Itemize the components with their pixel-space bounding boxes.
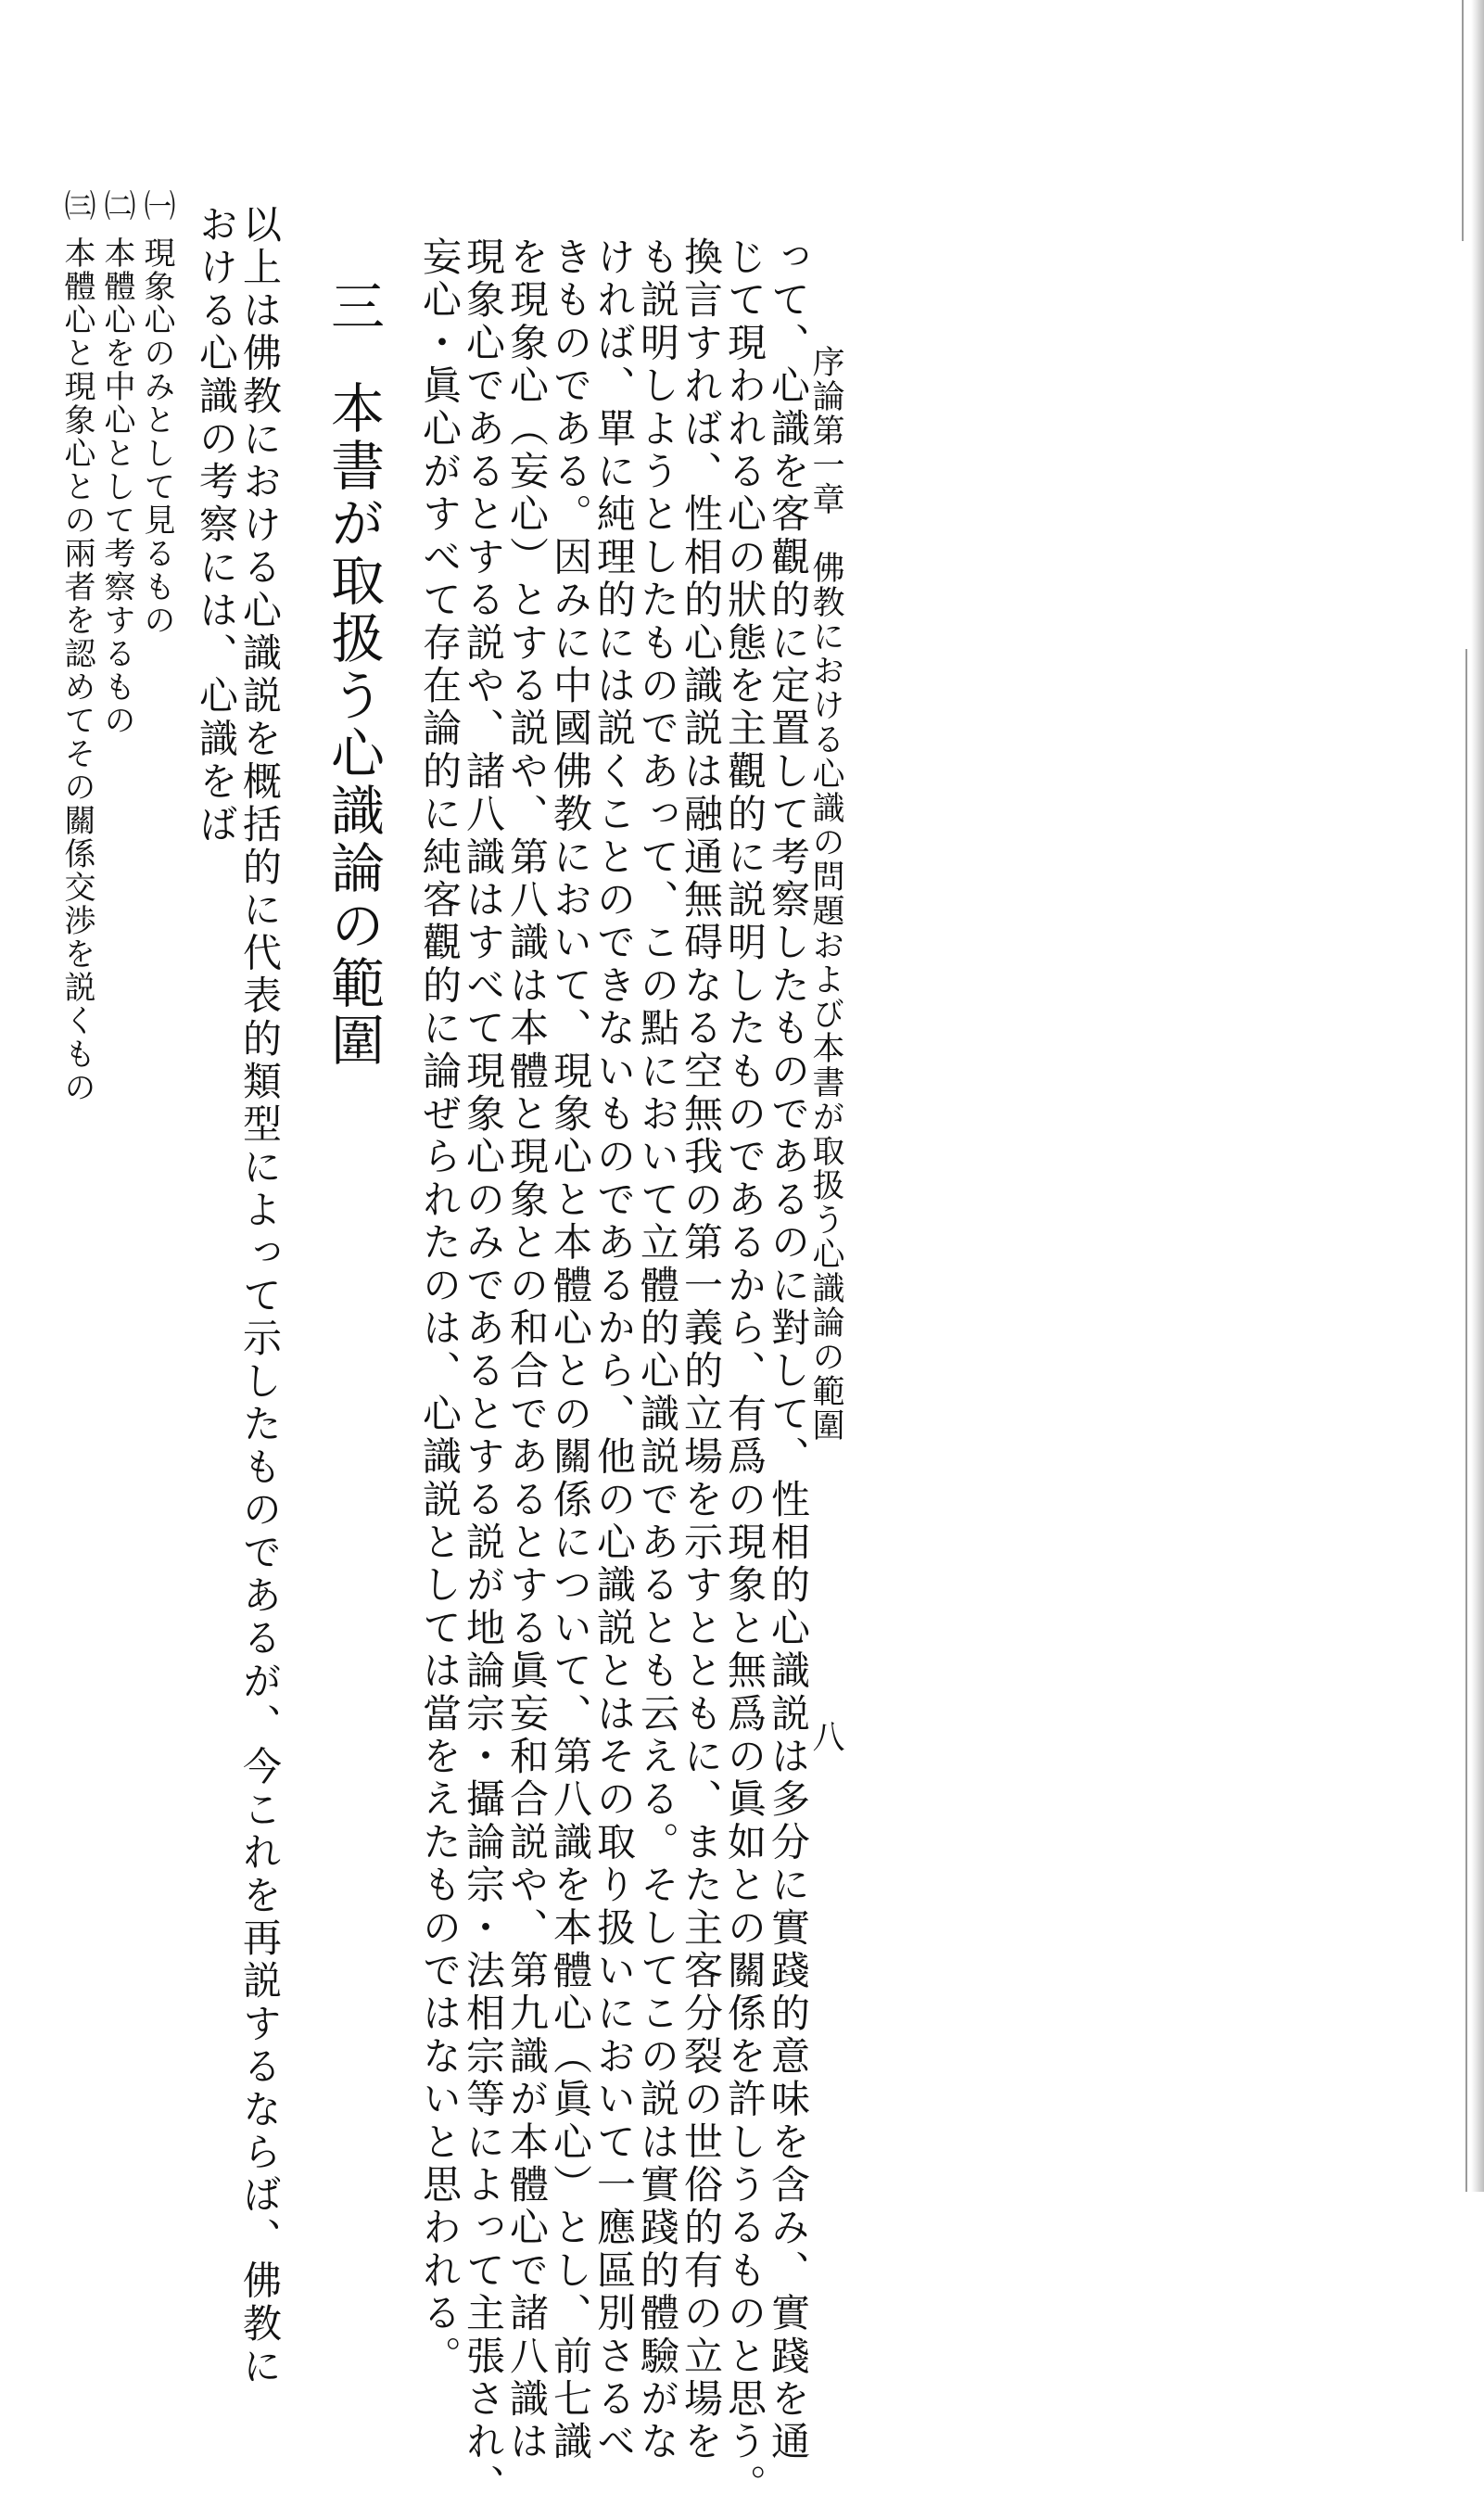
scan-edge-line	[1462, 0, 1464, 241]
list-item-3: 本體心と現象心との兩者を認めてその關係交渉を説くもの	[58, 236, 95, 1104]
body-line-7: を現象心（妄心）とする説や、第八識は本體と現象との和合であるとする眞妄和合説や、第九識が本體心で諸八識は	[504, 236, 550, 2464]
page-number: 八	[807, 1720, 844, 1752]
scan-edge-line	[1465, 649, 1467, 2192]
section-title: 本書が取扱う心識論の範圍	[322, 380, 385, 1070]
body-line-8: 現象心であるとする説や、諸八識はすべて現象心のみであるとする説が地論宗・攝論宗・法相宗等によって主張され、	[461, 236, 506, 2507]
scan-edge-shadow	[1471, 0, 1484, 2192]
list-item-2: 本體心を中心として考察するもの	[98, 236, 135, 737]
section-number: 三	[322, 278, 385, 332]
list-marker-2: ㈡	[98, 189, 135, 221]
summary-line-1: 以上は佛教における心識説を概括的に代表的類型によって示したものであるが、今これを再説するならば、佛教に	[237, 204, 283, 2389]
body-line-5: ければ、單に純理的には説くことのできないものであるから、他の心識説とはその取り扱いにおいて一應區別さるべ	[591, 236, 637, 2464]
body-line-2: じて現われる心の狀態を主觀的に説明したものであるから、有爲の現象と無爲の眞如との關係を許しうるものと思う。	[722, 236, 767, 2507]
body-line-4: も説明しようとしたものであって、この點において立體的心識説であるとも云える。そしてこの説は實踐的體驗がな	[635, 236, 680, 2464]
body-line-1: って、心識を客觀的に定置して考察したものであるのに對して、性相的心識説は多分に實踐的意味を含み、實踐を通	[766, 236, 811, 2464]
list-marker-1: ㈠	[138, 189, 175, 221]
body-line-6: きものである。因みに中國佛教において、現象心と本體心との關係について、第八識を本體心（眞心）とし、前七識	[548, 236, 593, 2464]
list-marker-3: ㈢	[58, 189, 95, 221]
list-item-1: 現象心のみとして見るもの	[138, 236, 175, 637]
summary-line-2: おける心識の考察には、心識をば	[194, 204, 239, 846]
body-line-9: 妄心・眞心がすべて存在論的に純客觀的に論ぜられたのは、心識説としては當をえたものではないと思われる。	[417, 236, 463, 2378]
running-header: 序論第一章 佛教における心識の問題および本書が取扱う心識論の範圍	[807, 345, 844, 1443]
body-line-3: 換言すれば、性相的心識説は融通無碍なる空無我の第一義的立場を示すとともに、また主客分裂の世俗的有の立場を	[679, 236, 724, 2464]
